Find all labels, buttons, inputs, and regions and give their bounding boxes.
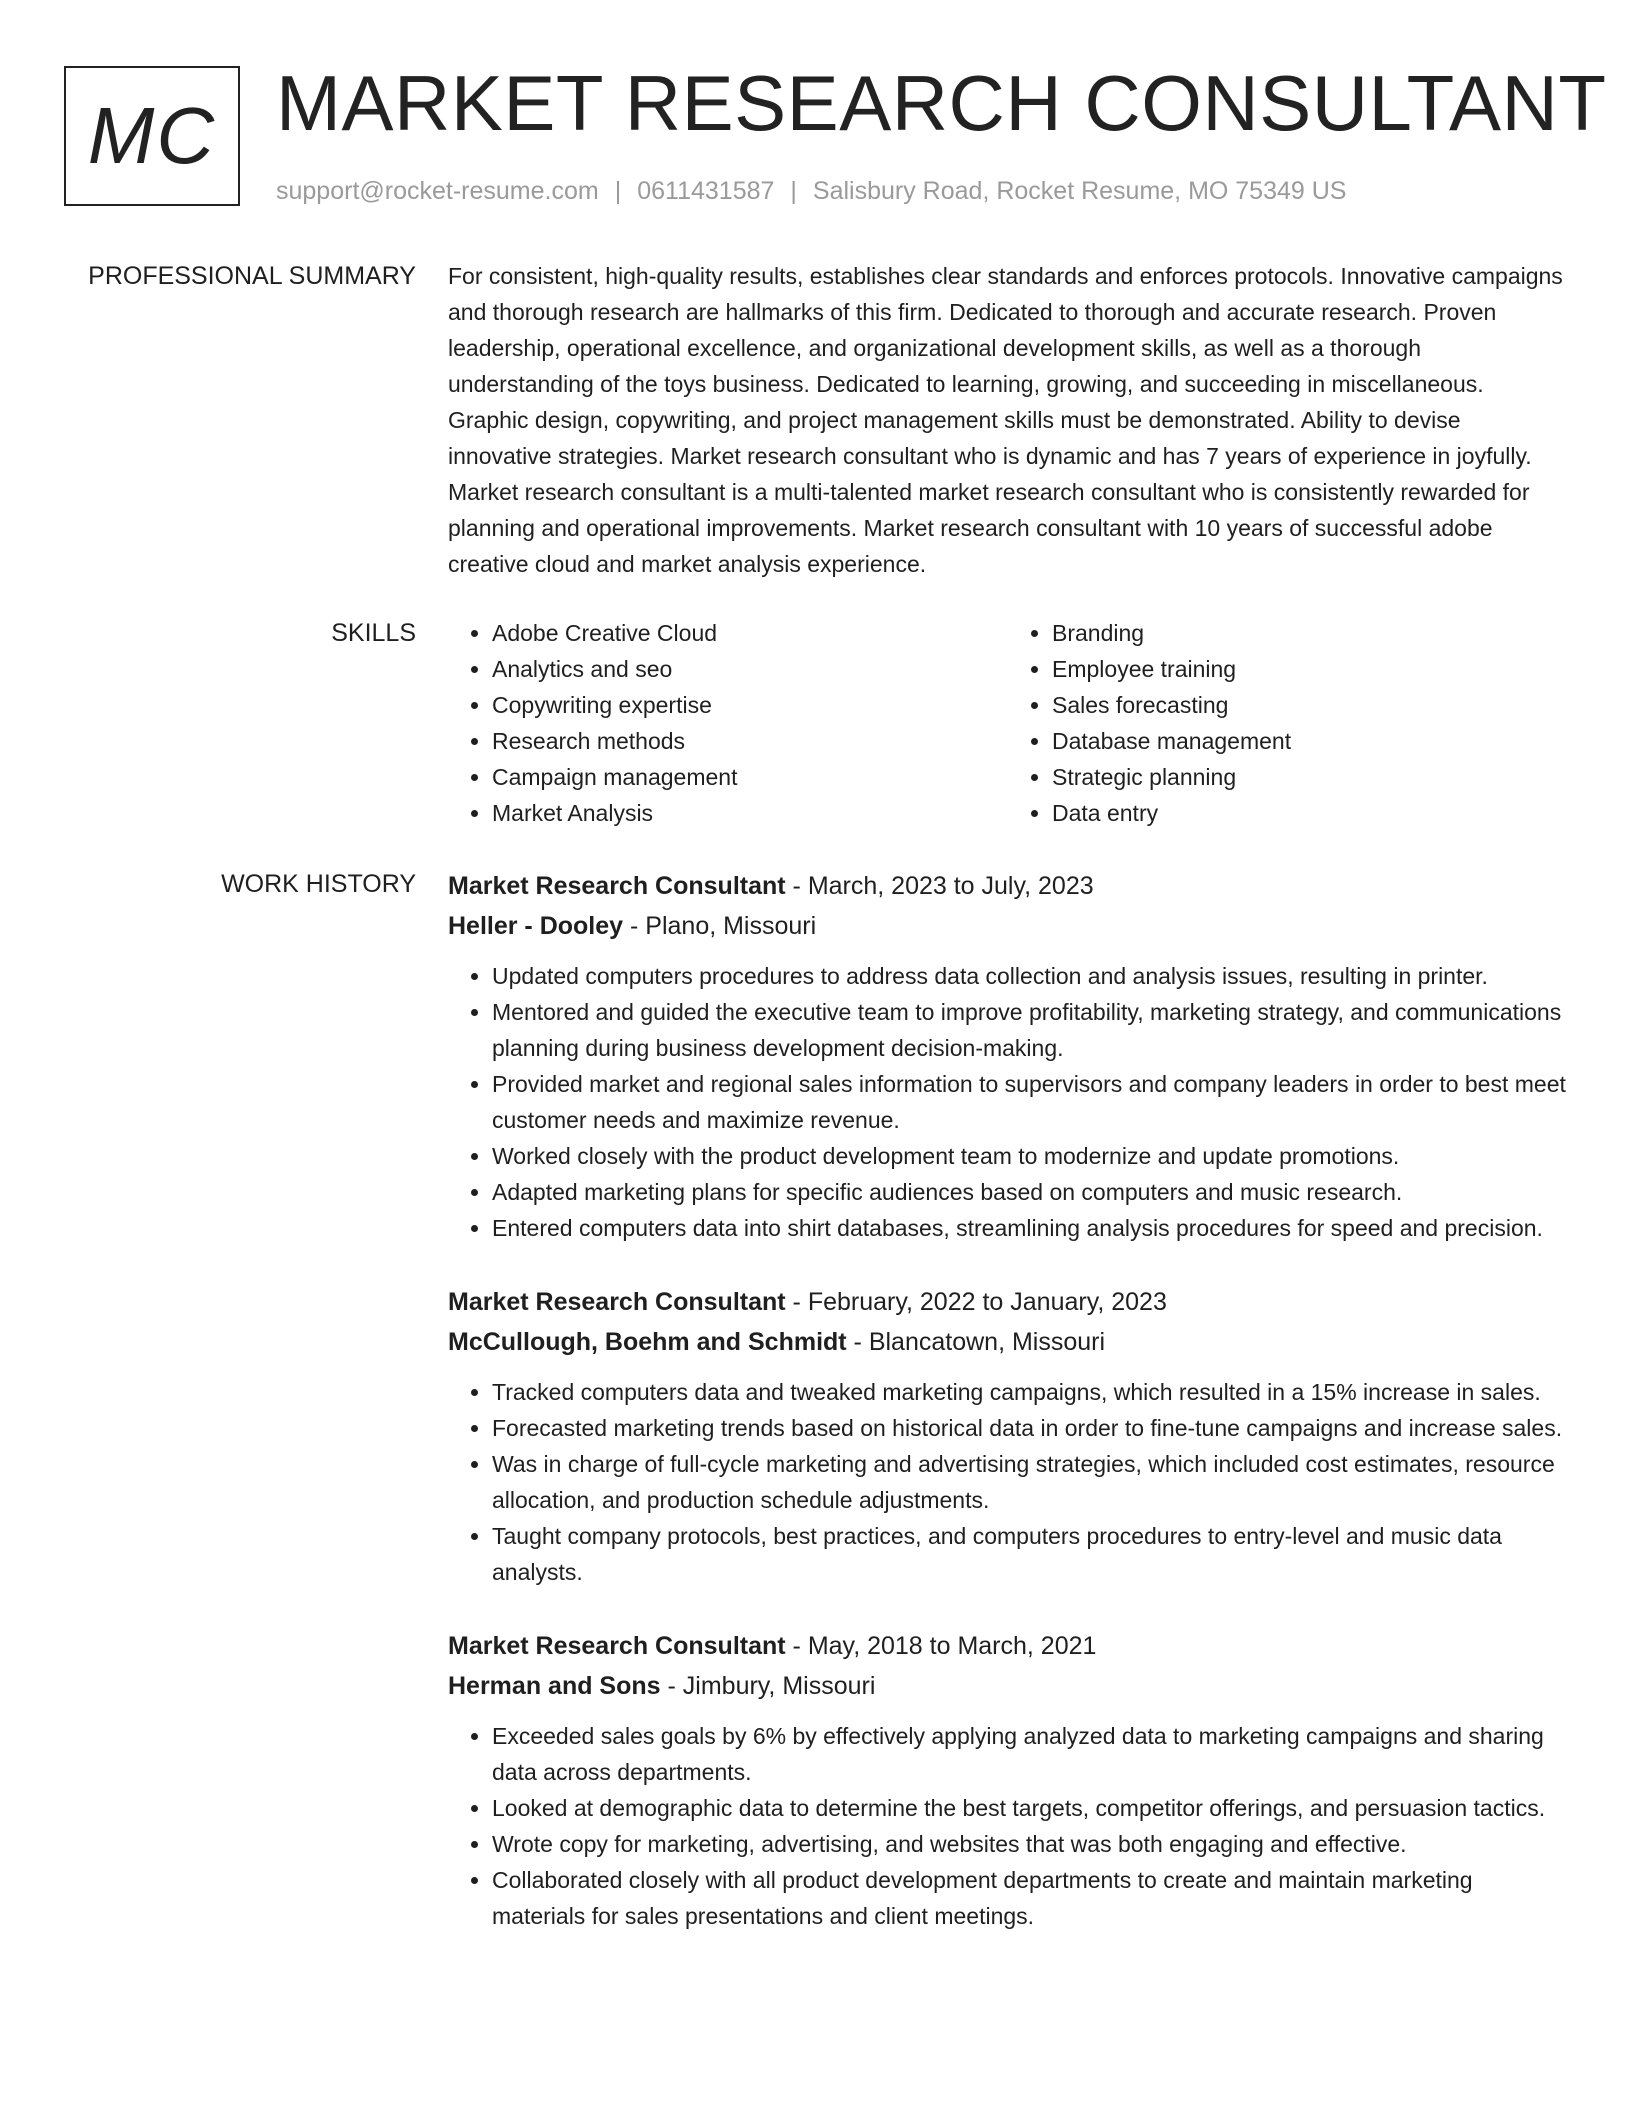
- skill-item: • Sales forecasting: [1052, 687, 1568, 723]
- job-location: - Blancatown, Missouri: [846, 1328, 1106, 1356]
- job-location: - Plano, Missouri: [623, 912, 817, 940]
- job-bullet: • Collaborated closely with all product development departments to create and maintain marketing materials for sales presentations and client meetings.: [492, 1862, 1568, 1934]
- job-bullets: [448, 958, 1568, 1246]
- contact-line: [276, 174, 1346, 208]
- job-title-line: [448, 1282, 1568, 1322]
- job-bullet: • Entered computers data into shirt databases, streamlining analysis procedures for speed and precision.: [492, 1210, 1568, 1246]
- skill-item: • Database management: [1052, 723, 1568, 759]
- job-bullet: • Adapted marketing plans for specific audiences based on computers and music research.: [492, 1174, 1568, 1210]
- job-bullet: • Taught company protocols, best practices, and computers procedures to entry-level and music data analysts.: [492, 1518, 1568, 1590]
- summary-body: [448, 258, 1568, 582]
- job-bullet: • Tracked computers data and tweaked marketing campaigns, which resulted in a 15% increase in sales.: [492, 1374, 1568, 1410]
- job-bullet: • Provided market and regional sales information to supervisors and company leaders in order to best meet customer needs and maximize revenue.: [492, 1066, 1568, 1138]
- skill-item: • Copywriting expertise: [492, 687, 1008, 723]
- monogram-initials: MC: [87, 91, 217, 180]
- job-bullet: • Forecasted marketing trends based on historical data in order to fine-tune campaigns and increase sales.: [492, 1410, 1568, 1446]
- job-entry: [448, 1626, 1568, 1934]
- job-dates: - May, 2018 to March, 2021: [785, 1632, 1097, 1660]
- summary-text: For consistent, high-quality results, establishes clear standards and enforces protocols. Innovative campaigns and thorough research are hallmarks of this firm. Dedicated to thorough and accurate research. Proven leadership, operational excellence, and organizational development skills, as well as a thorough understanding of the toys business. Dedicated to learning, growing, and succeeding in miscellaneous. Graphic design, copywriting, and project management skills must be demonstrated. Ability to devise innovative strategies. Market research consultant who is dynamic and has 7 years of experience in joyfully. Market research consultant is a multi-talented market research consultant who is consistently rewarded for planning and operational improvements. Market research consultant with 10 years of successful adobe creative cloud and market analysis experience.: [448, 263, 1563, 577]
- skill-item: • Data entry: [1052, 795, 1568, 831]
- job-company: Herman and Sons: [448, 1672, 661, 1700]
- job-title-line: [448, 1626, 1568, 1666]
- job-entry: [448, 866, 1568, 1246]
- skills-right-column: [1008, 615, 1568, 831]
- job-title-line: [448, 866, 1568, 906]
- job-title: Market Research Consultant: [448, 872, 786, 900]
- job-bullets: [448, 1718, 1568, 1934]
- work-heading: WORK HISTORY: [221, 870, 416, 898]
- contact-email[interactable]: support@rocket-resume.com: [276, 177, 599, 205]
- job-bullet: • Was in charge of full-cycle marketing and advertising strategies, which included cost estimates, resource allocation, and production schedule adjustments.: [492, 1446, 1568, 1518]
- skill-item: • Market Analysis: [492, 795, 1008, 831]
- summary-heading: PROFESSIONAL SUMMARY: [88, 262, 416, 290]
- skill-item: • Adobe Creative Cloud: [492, 615, 1008, 651]
- skill-item: • Campaign management: [492, 759, 1008, 795]
- job-title: Market Research Consultant: [448, 1288, 786, 1316]
- job-bullet: • Looked at demographic data to determine the best targets, competitor offerings, and persuasion tactics.: [492, 1790, 1568, 1826]
- job-bullet: • Updated computers procedures to address data collection and analysis issues, resulting in printer.: [492, 958, 1568, 994]
- resume-title: MARKET RESEARCH CONSULTANT: [276, 59, 1607, 147]
- job-company-line: [448, 906, 1568, 946]
- job-dates: - March, 2023 to July, 2023: [785, 872, 1094, 900]
- job-company-line: [448, 1666, 1568, 1706]
- job-title: Market Research Consultant: [448, 1632, 786, 1660]
- job-bullet: • Worked closely with the product development team to modernize and update promotions.: [492, 1138, 1568, 1174]
- job-company: McCullough, Boehm and Schmidt: [448, 1328, 847, 1356]
- job-company: Heller - Dooley: [448, 912, 624, 940]
- skill-item: • Research methods: [492, 723, 1008, 759]
- contact-separator: |: [790, 177, 797, 205]
- skill-item: • Analytics and seo: [492, 651, 1008, 687]
- skill-item: • Employee training: [1052, 651, 1568, 687]
- skills-left-column: [448, 615, 1008, 831]
- job-entry: [448, 1282, 1568, 1590]
- skill-item: • Strategic planning: [1052, 759, 1568, 795]
- monogram-box: [64, 66, 240, 206]
- skills-grid: [448, 615, 1568, 831]
- job-company-line: [448, 1322, 1568, 1362]
- job-location: - Jimbury, Missouri: [660, 1672, 876, 1700]
- work-body: [448, 866, 1568, 1970]
- job-bullet: • Wrote copy for marketing, advertising, and websites that was both engaging and effective.: [492, 1826, 1568, 1862]
- job-dates: - February, 2022 to January, 2023: [785, 1288, 1167, 1316]
- skills-heading: SKILLS: [331, 619, 416, 647]
- skill-item: • Branding: [1052, 615, 1568, 651]
- contact-separator: |: [614, 177, 622, 205]
- job-bullet: • Mentored and guided the executive team to improve profitability, marketing strategy, and communications planning during business development decision-making.: [492, 994, 1568, 1066]
- contact-phone[interactable]: 0611431587: [637, 177, 775, 205]
- job-bullet: • Exceeded sales goals by 6% by effectively applying analyzed data to marketing campaigns and sharing data across departments.: [492, 1718, 1568, 1790]
- job-bullets: [448, 1374, 1568, 1590]
- contact-address: Salisbury Road, Rocket Resume, MO 75349 US: [812, 177, 1347, 205]
